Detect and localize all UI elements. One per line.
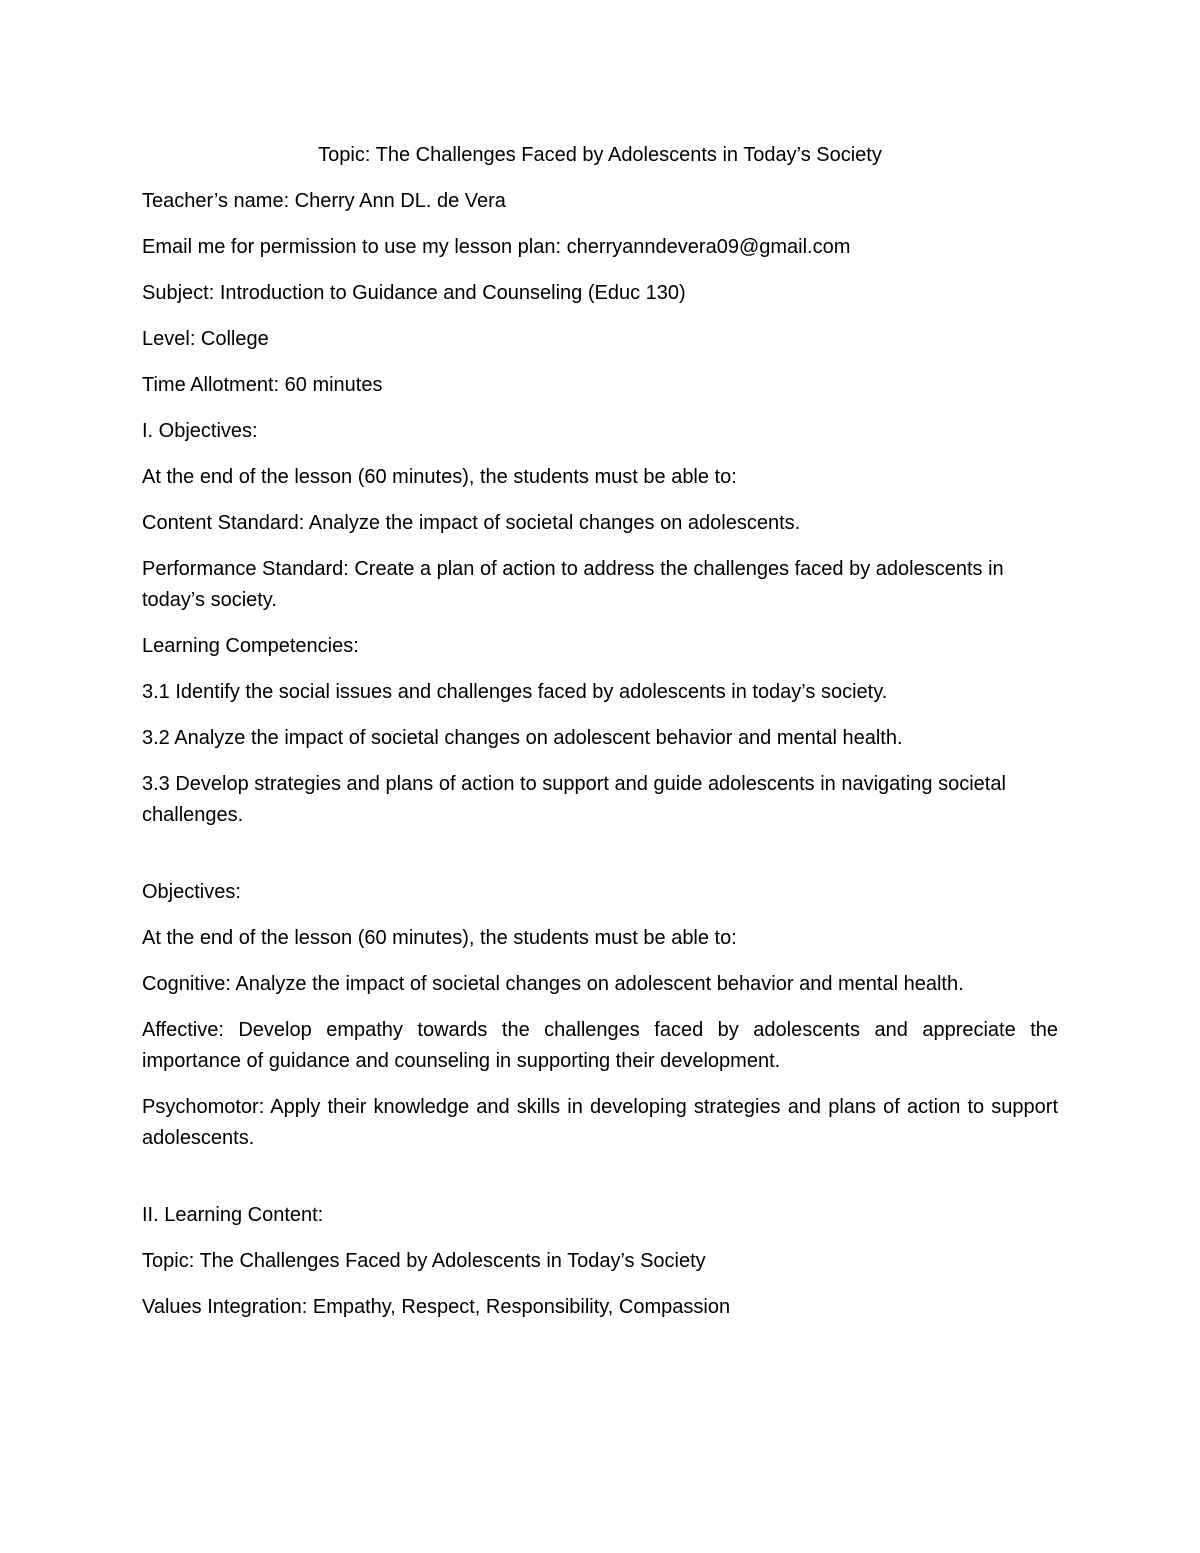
blank-line [142,846,1058,877]
teacher-name: Teacher’s name: Cherry Ann DL. de Vera [142,190,506,212]
learning-content-topic: Topic: The Challenges Faced by Adolescents in Today’s Society [142,1250,706,1272]
time-allotment-line: Time Allotment: 60 minutes [142,374,383,396]
objectives2-intro: At the end of the lesson (60 minutes), the students must be able to: [142,927,737,949]
page-title [142,140,1058,171]
psychomotor-objective: Psychomotor: Apply their knowledge and skills in developing strategies and plans of action to support adolescents. [142,1096,1058,1149]
document-content [142,140,1058,1338]
performance-standard: Performance Standard: Create a plan of action to address the challenges faced by adolescents in today’s society. [142,558,1004,611]
subject-line: Subject: Introduction to Guidance and Counseling (Educ 130) [142,282,686,304]
title-text: The Challenges Faced by Adolescents in Today’s Society [375,144,882,166]
objectives-intro: At the end of the lesson (60 minutes), the students must be able to: [142,466,737,488]
cognitive-objective: Cognitive: Analyze the impact of societal changes on adolescent behavior and mental health. [142,973,964,995]
blank-line [142,1169,1058,1200]
competencies-heading: Learning Competencies: [142,635,359,657]
title-prefix: Topic: [318,144,376,166]
learning-content-heading: II. Learning Content: [142,1204,324,1226]
values-integration: Values Integration: Empathy, Respect, Responsibility, Compassion [142,1296,731,1318]
content-standard: Content Standard: Analyze the impact of societal changes on adolescents. [142,512,801,534]
competency-item: 3.2 Analyze the impact of societal changes on adolescent behavior and mental health. [142,727,903,749]
competency-item: 3.3 Develop strategies and plans of action to support and guide adolescents in navigating societal challenges. [142,773,1006,826]
affective-objective: Affective: Develop empathy towards the challenges faced by adolescents and appreciate the importance of guidance and counseling in supporting their development. [142,1019,1058,1072]
email-line: Email me for permission to use my lesson plan: cherryanndevera09@gmail.com [142,236,851,258]
competency-item: 3.1 Identify the social issues and challenges faced by adolescents in today’s society. [142,681,888,703]
level-line: Level: College [142,328,269,350]
objectives2-heading: Objectives: [142,881,241,903]
objectives-heading: I. Objectives: [142,420,258,442]
